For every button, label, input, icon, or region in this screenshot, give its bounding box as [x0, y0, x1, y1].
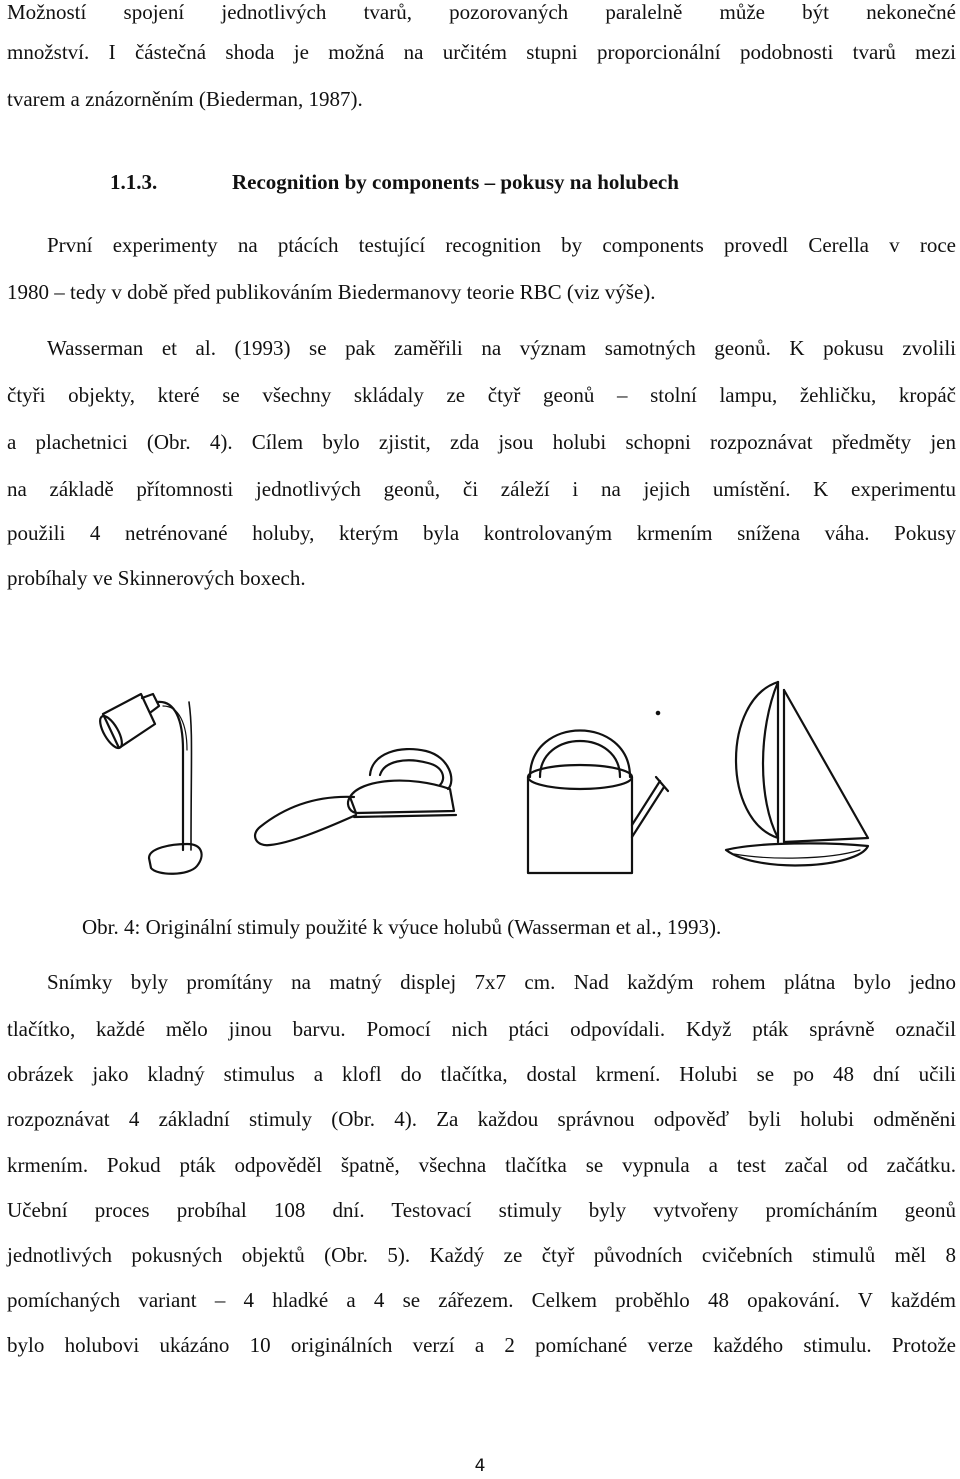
page-number: 4 — [474, 1456, 486, 1476]
intro-line-1: Možností spojení jednotlivých tvarů, pozorovaných paralelně může být nekonečné — [7, 0, 956, 24]
paragraph2-line-3: a plachetnici (Obr. 4). Cílem bylo zjistit, zda jsou holubi schopni rozpoznávat předměty jen — [7, 430, 956, 454]
figure-caption: Obr. 4: Originální stimuly použité k výuce holubů (Wasserman et al., 1993). — [82, 915, 722, 939]
figure-stimuli — [0, 660, 960, 900]
paragraph3-line-2: tlačítko, každé mělo jinou barvu. Pomocí nich ptáci odpovídali. Když pták správně označil — [7, 1017, 956, 1041]
paragraph3-line-3: obrázek jako kladný stimulus a klofl do tlačítka, dostal krmení. Holubi se po 48 dní učili — [7, 1062, 956, 1086]
intro-line-2: množství. I částečná shoda je možná na určitém stupni proporcionální podobnosti tvarů mezi — [7, 40, 956, 64]
paragraph3-line-1: Snímky byly promítány na matný displej 7x7 cm. Nad každým rohem plátna bylo jedno — [47, 970, 956, 994]
intro-line-3: tvarem a znázorněním (Biederman, 1987). — [7, 87, 363, 111]
sailboat-icon — [718, 670, 878, 880]
section-title: Recognition by components – pokusy na holubech — [232, 170, 679, 194]
paragraph3-line-4: rozpoznávat 4 základní stimuly (Obr. 4). Za každou správnou odpověď byli holubi odměněni — [7, 1107, 956, 1131]
watering-can-icon — [500, 705, 670, 885]
desk-lamp-icon — [95, 680, 205, 880]
paragraph2-line-4: na základě přítomnosti jednotlivých geonů, či záleží i na jejich umístění. K experimentu — [7, 477, 956, 501]
paragraph2-line-1: Wasserman et al. (1993) se pak zaměřili na význam samotných geonů. K pokusu zvolili — [47, 336, 956, 360]
paragraph2-line-5: použili 4 netrénované holuby, kterým byla kontrolovaným krmením snížena váha. Pokusy — [7, 521, 956, 545]
section-number: 1.1.3. — [110, 170, 158, 194]
paragraph2-line-2: čtyři objekty, které se všechny skládaly ze čtyř geonů – stolní lampu, žehličku, kropáč — [7, 383, 956, 407]
iron-icon — [250, 735, 460, 865]
paragraph2-line-6: probíhaly ve Skinnerových boxech. — [7, 566, 306, 590]
paragraph3-line-5: krmením. Pokud pták odpověděl špatně, všechna tlačítka se vypnula a test začal od začátku. — [7, 1153, 956, 1177]
paragraph3-line-6: Učební proces probíhal 108 dní. Testovací stimuly byly vytvořeny promícháním geonů — [7, 1198, 956, 1222]
paragraph1-line-1: První experimenty na ptácích testující recognition by components provedl Cerella v roce — [47, 233, 956, 257]
paragraph3-line-8: pomíchaných variant – 4 hladké a 4 se zářezem. Celkem proběhlo 48 opakování. V každém — [7, 1288, 956, 1312]
paragraph3-line-7: jednotlivých pokusných objektů (Obr. 5). Každý ze čtyř původních cvičebních stimulů měl 8 — [7, 1243, 956, 1267]
paragraph3-line-9: bylo holubovi ukázáno 10 originálních verzí a 2 pomíchané verze každého stimulu. Protože — [7, 1333, 956, 1357]
section-heading — [110, 170, 679, 194]
paragraph1-line-2: 1980 – tedy v době před publikováním Biedermanovy teorie RBC (viz výše). — [7, 280, 656, 304]
